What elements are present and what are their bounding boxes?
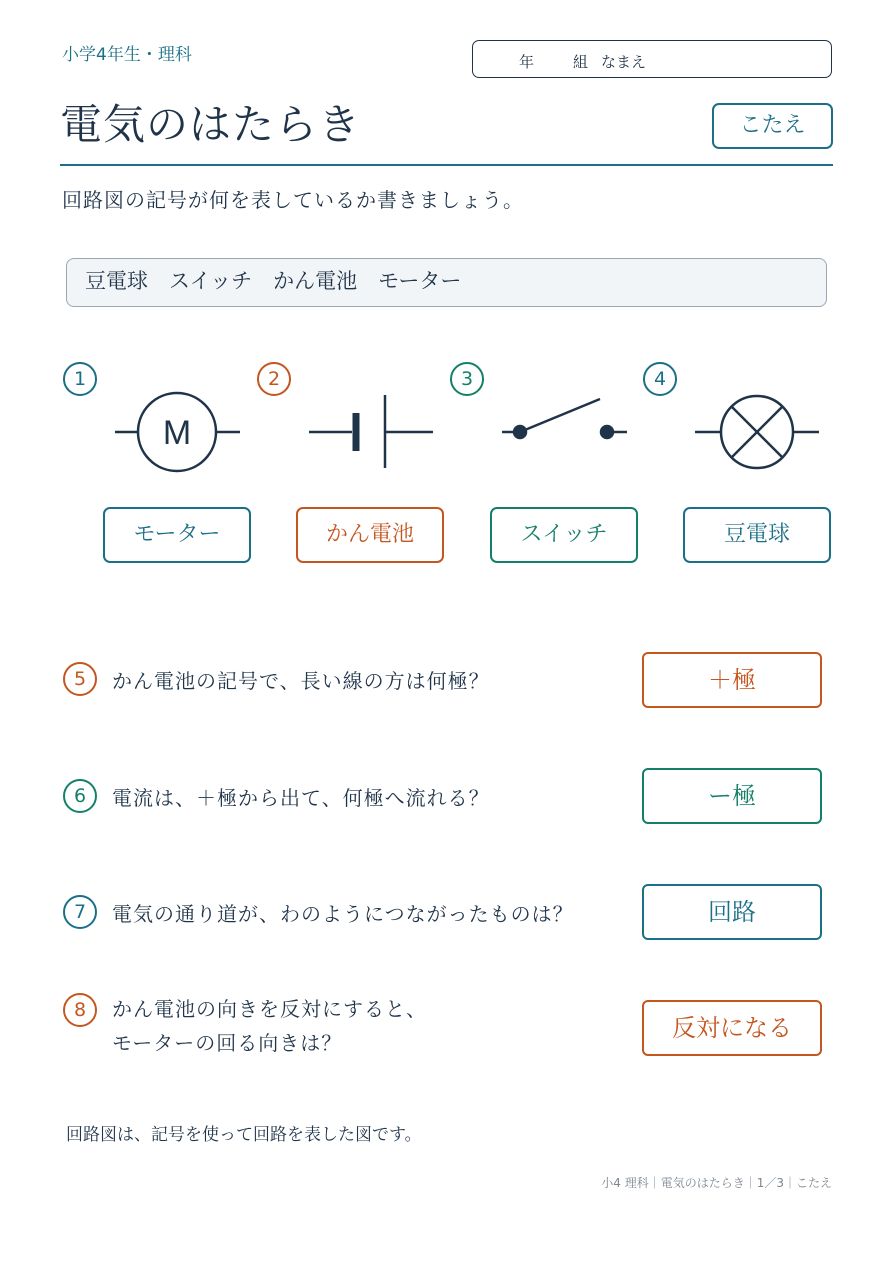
name-box[interactable] bbox=[472, 40, 832, 78]
answer-badge: こたえ bbox=[712, 103, 833, 149]
question-number-8: 8 bbox=[63, 993, 97, 1027]
question-text-5: かん電池の記号で、長い線の方は何極？ bbox=[112, 669, 490, 693]
title-divider bbox=[60, 164, 833, 166]
motor-letter: M bbox=[162, 414, 192, 452]
name-label: なまえ bbox=[601, 53, 647, 71]
page-title: 電気のはたらき bbox=[60, 100, 362, 149]
bulb-symbol bbox=[695, 396, 819, 468]
question-text-6: 電流は、＋極から出て、何極へ流れる？ bbox=[112, 786, 490, 810]
answer-box-6[interactable]: ー極 bbox=[642, 768, 822, 824]
circuit-symbols bbox=[0, 380, 893, 480]
answer-box-1[interactable]: モーター bbox=[103, 507, 251, 563]
question-number-7: 7 bbox=[63, 895, 97, 929]
question-number-5: 5 bbox=[63, 662, 97, 696]
question-text-8-line2: モーターの回る向きは？ bbox=[112, 1031, 343, 1055]
switch-symbol bbox=[502, 399, 627, 438]
symbol-number-2: 2 bbox=[257, 362, 291, 396]
grade-subject: 小学4年生・理科 bbox=[62, 45, 192, 65]
answer-box-3[interactable]: スイッチ bbox=[490, 507, 638, 563]
symbol-number-3: 3 bbox=[450, 362, 484, 396]
answer-box-4[interactable]: 豆電球 bbox=[683, 507, 831, 563]
word-bank: 豆電球 スイッチ かん電池 モーター bbox=[66, 258, 827, 307]
class-label: 組 bbox=[573, 53, 589, 71]
question-number-6: 6 bbox=[63, 779, 97, 813]
symbol-number-4: 4 bbox=[643, 362, 677, 396]
question-text-8 bbox=[112, 992, 427, 1060]
summary-note: 回路図は、記号を使って回路を表した図です。 bbox=[66, 1125, 422, 1145]
question-text-8-line1: かん電池の向きを反対にすると、 bbox=[112, 997, 427, 1021]
answer-box-5[interactable]: ＋極 bbox=[642, 652, 822, 708]
instruction-text: 回路図の記号が何を表しているか書きましょう。 bbox=[62, 188, 524, 212]
question-text-7: 電気の通り道が、わのようにつながったものは？ bbox=[112, 902, 574, 926]
battery-symbol bbox=[309, 395, 433, 468]
page-footer: 小4 理科｜電気のはたらき｜1／3｜こたえ bbox=[601, 1176, 832, 1190]
year-label: 年 bbox=[519, 53, 535, 71]
answer-box-8[interactable]: 反対になる bbox=[642, 1000, 822, 1056]
answer-box-7[interactable]: 回路 bbox=[642, 884, 822, 940]
symbol-number-1: 1 bbox=[63, 362, 97, 396]
answer-box-2[interactable]: かん電池 bbox=[296, 507, 444, 563]
